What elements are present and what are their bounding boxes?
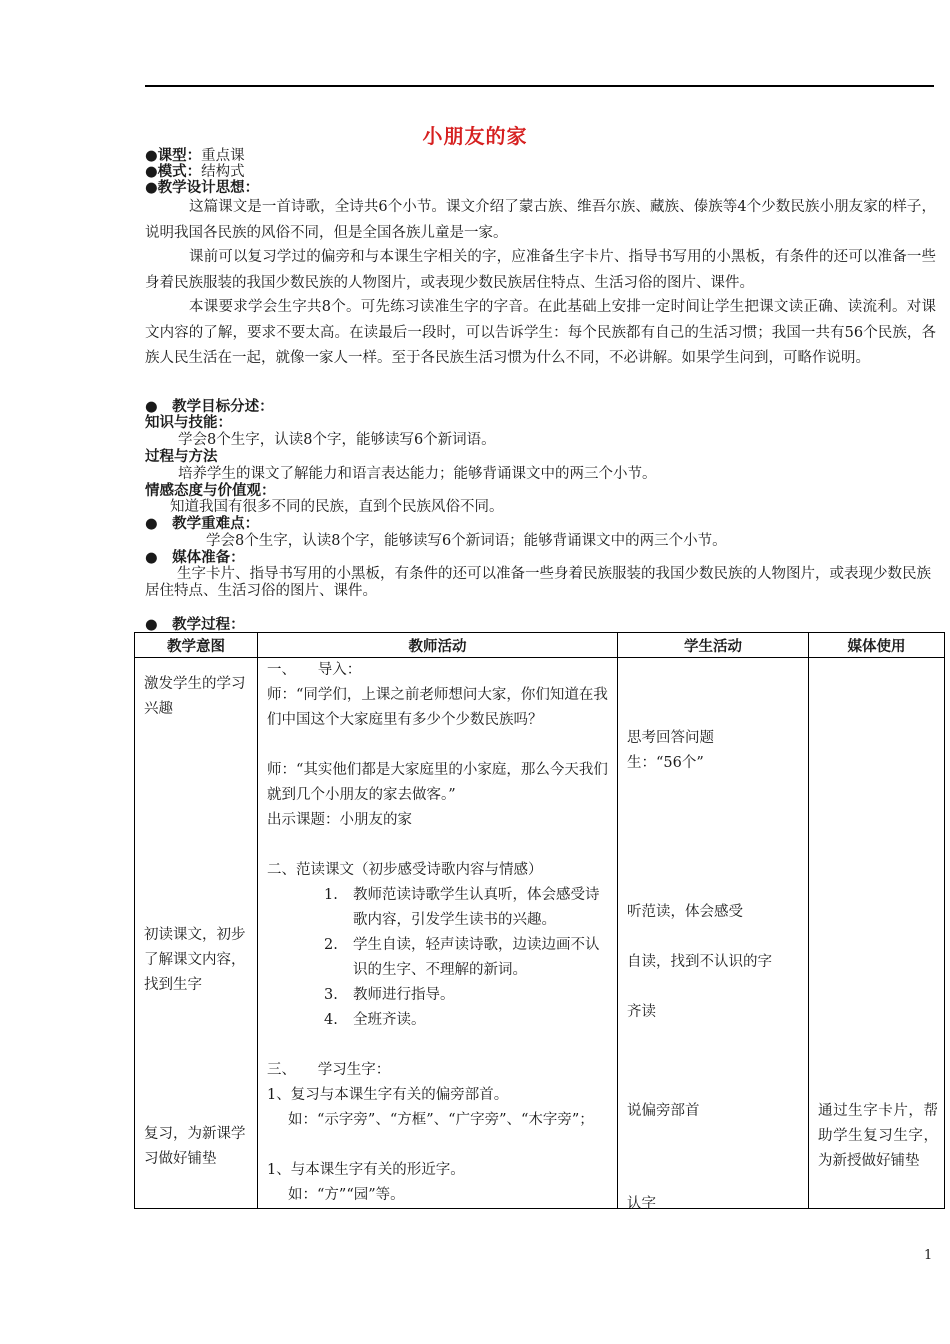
student-activity-4: 自读，找到不认识的字 (627, 954, 772, 970)
teacher-s3-line-3: 1、与本课生字有关的形近字。 (267, 1162, 465, 1178)
teacher-list-item-2: 学生自读，轻声读诗歌，边读边画不认识的生字、不理解的新词。 (353, 937, 600, 978)
mode-label: ●模式： (145, 164, 202, 180)
knowledge-text: 学会8个生字，认读8个字，能够读写6个新词语。 (178, 432, 496, 448)
list-marker-3: 3. (324, 987, 338, 1003)
page-number: 1 (924, 1248, 933, 1263)
column-header-intent: 教学意图 (135, 633, 258, 658)
mode-value: 结构式 (201, 164, 245, 180)
key-points-text: 学会8个生字，认读8个字，能够读写6个新词语；能够背诵课文中的两三个小节。 (206, 533, 727, 549)
teacher-line-2: 师：“其实他们都是大家庭里的小家庭，那么今天我们就到几个小朋友的家去做客。” (267, 762, 608, 803)
key-points-heading: ● 教学重难点： (145, 516, 260, 532)
teacher-s3-line-4: 如：“方”“园”等。 (288, 1187, 405, 1203)
student-activity-1: 思考回答问题 (627, 730, 714, 746)
teacher-section-1-title: 一、 导入： (267, 662, 362, 678)
course-type-label: ●课型： (145, 148, 202, 164)
teacher-list-item-1: 教师范读诗歌学生认真听，体会感受诗歌内容，引发学生读书的兴趣。 (353, 887, 600, 928)
teacher-cell (258, 658, 618, 1209)
intent-cell (135, 658, 258, 1209)
teacher-section-3-title: 三、 学习生字： (267, 1062, 391, 1078)
list-marker-1: 1. (324, 887, 338, 903)
process-method-text: 培养学生的课文了解能力和语言表达能力；能够背诵课文中的两三个小节。 (178, 466, 657, 482)
process-heading: ● 教学过程： (145, 617, 245, 633)
emotion-label: 情感态度与价值观： (145, 483, 276, 499)
column-header-student: 学生活动 (618, 633, 809, 658)
student-activity-3: 听范读，体会感受 (627, 904, 743, 920)
page-title: 小朋友的家 (422, 124, 528, 148)
student-activity-6: 说偏旁部首 (627, 1103, 700, 1119)
column-header-media: 媒体使用 (809, 633, 945, 658)
course-type (145, 148, 245, 165)
teacher-line-3: 出示课题：小朋友的家 (267, 812, 412, 828)
student-cell (618, 658, 809, 1212)
teacher-s3-line-1: 1、复习与本课生字有关的偏旁部首。 (267, 1087, 509, 1103)
process-method-label: 过程与方法 (145, 449, 218, 465)
teacher-list-item-4: 全班齐读。 (353, 1012, 426, 1028)
design-paragraph-3: 本课要求学会生字共8个。可先练习读准生字的字音。在此基础上安排一定时间让学生把课文读正确、读流利。对课文内容的了解，要求不要太高。在读最后一段时，可以告诉学生：每个民族都有自己的生活习惯；我国一共有56个民族，各族人民生活在一起，就像一家人一样。至于各民族生活习惯为什么不同，不必讲解。如果学生问到，可略作说明。 (145, 299, 936, 366)
media-heading: ● 媒体准备： (145, 550, 245, 566)
emotion-text: 知道我国有很多不同的民族，直到个民族风俗不同。 (170, 499, 504, 515)
student-activity-7: 认字 (627, 1196, 656, 1212)
list-marker-2: 2. (324, 937, 338, 953)
student-activity-5: 齐读 (627, 1004, 656, 1020)
list-marker-4: 4. (324, 1012, 338, 1028)
knowledge-label: 知识与技能： (145, 415, 232, 431)
process-table (134, 632, 945, 1212)
design-paragraph-1: 这篇课文是一首诗歌，全诗共6个小节。课文介绍了蒙古族、维吾尔族、藏族、傣族等4个少数民族小朋友家的样子，说明我国各民族的风俗不同，但是全国各族儿童是一家。 (145, 199, 936, 241)
teacher-line-1: 师：“同学们，上课之前老师想问大家，你们知道在我们中国这个大家庭里有多少个少数民族吗？ (267, 687, 608, 728)
student-activity-2: 生：“56个” (627, 755, 704, 771)
media-use-text: 通过生字卡片，帮助学生复习生字，为新授做好铺垫 (818, 1103, 938, 1169)
design-paragraph-2: 课前可以复习学过的偏旁和与本课生字相关的字，应准备生字卡片、指导书写用的小黑板，有条件的还可以准备一些身着民族服装的我国少数民族的人物图片，或表现少数民族居住特点、生活习俗的图片、课件。 (145, 249, 936, 291)
media-text: 生字卡片、指导书写用的小黑板，有条件的还可以准备一些身着民族服装的我国少数民族的人物图片，或表现少数民族居住特点、生活习俗的图片、课件。 (145, 566, 931, 599)
media-use-cell (809, 658, 945, 1209)
header-rule (145, 85, 934, 87)
objectives-heading: ● 教学目标分述： (145, 399, 274, 415)
teacher-list-item-3: 教师进行指导。 (353, 987, 455, 1003)
intent-2: 初读课文，初步了解课文内容，找到生字 (144, 927, 246, 993)
teacher-section-2-title: 二、范读课文（初步感受诗歌内容与情感） (267, 862, 543, 878)
column-header-teacher: 教师活动 (258, 633, 618, 658)
mode (145, 164, 245, 181)
course-type-value: 重点课 (201, 148, 245, 164)
design-heading: ●教学设计思想： (145, 180, 260, 196)
teacher-s3-line-2: 如：“示字旁”、“方框”、“广字旁”、“木字旁”； (288, 1112, 594, 1128)
intent-1: 激发学生的学习兴趣 (144, 676, 246, 717)
intent-3: 复习，为新课学习做好铺垫 (144, 1126, 246, 1167)
